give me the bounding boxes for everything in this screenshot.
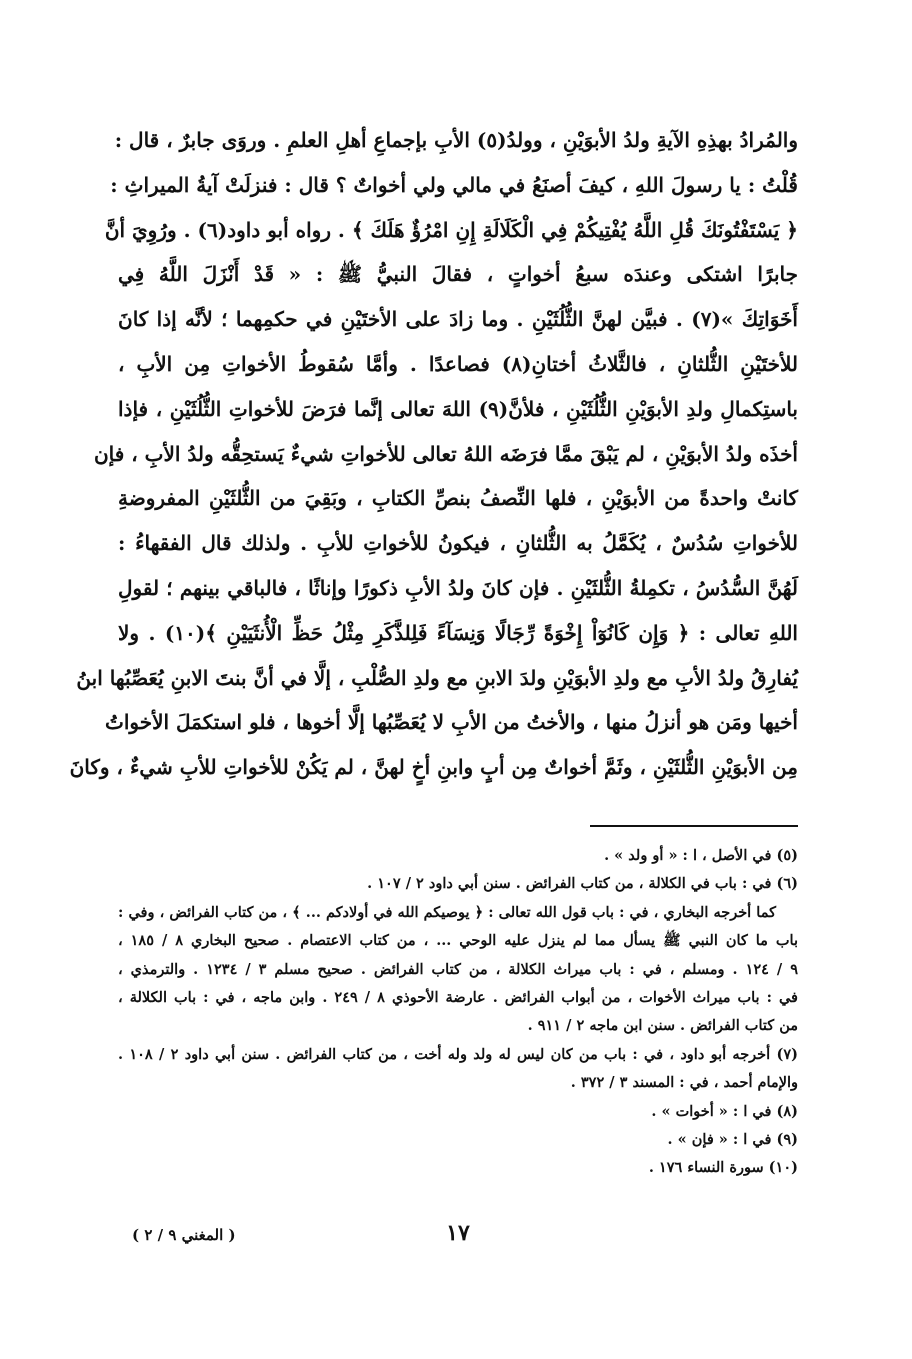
text-line: للأختَيْنِ الثُّلثانِ ، فالثَّلاثُ أختانِ(٨) فصاعدًا . وأمَّا سُقوطُ الأخواتِ مِن الأبِ ،	[118, 351, 798, 376]
footnote-9: (٩) في ا : « فإن » .	[667, 1130, 798, 1148]
footnote-6-continuation: كما أخرجه البخاري ، في : باب قول الله تعالى : ﴿ يوصيكم الله في أولادكم ... ﴾ ، من كتاب الفرائض ، وفي :	[118, 903, 776, 921]
footnotes	[118, 842, 798, 1183]
footnote-7: (٧) أخرجه أبو داود ، في : باب من كان ليس له ولد وله أخت ، من كتاب الفرائض . سنن أبي داود ٢ / ١٠٨ .	[118, 1045, 798, 1063]
text-line: باستِكمالِ ولدِ الأبوَيْنِ الثُّلُثَيْنِ ، فلأنَّ(٩) اللهَ تعالى إنَّما فرَضَ للأخواتِ الثُّلُثَيْنِ ، فإذا	[118, 396, 798, 421]
page-number: ١٧	[446, 1220, 470, 1246]
footnote-7-continuation: والإمام أحمد ، في : المسند ٣ / ٣٧٢ .	[570, 1074, 798, 1092]
footnote-10: (١٠) سورة النساء ١٧٦ .	[648, 1159, 798, 1177]
text-line: قُلْتُ : يا رسولَ اللهِ ، كيفَ أصنَعُ في مالي ولي أخواتٌ ؟ قال : فنزلَتْ آيةُ الميراثِ :	[110, 172, 798, 197]
text-line: اللهِ تعالى : ﴿ وَإِن كَانُوٓاْ إِخْوَةً رِّجَالًا وَنِسَآءً فَلِلذَّكَرِ مِثْلُ حَظِّ الْأُنثَيَيْنِ ﴾(١٠) . ولا	[118, 620, 798, 645]
footnote-5: (٥) في الأصل ، ا : « أو ولد » .	[604, 847, 798, 864]
footnote-separator	[590, 825, 798, 827]
text-line: لَهُنَّ السُّدُسُ ، تكمِلةُ الثُّلثَيْنِ . فإن كانَ ولدُ الأبِ ذكورًا وإناثًا ، فالباقي بينهم ؛ لقولِ	[118, 575, 798, 600]
text-line: للأخواتِ سُدُسٌ ، يُكَمَّلُ به الثُّلثانِ ، فيكونُ للأخواتِ للأبِ . ولذلك قال الفقهاءُ :	[118, 531, 798, 556]
footnote-6-continuation: باب ما كان النبي ﷺ يسأل مما لم ينزل عليه الوحي ... ، من كتاب الاعتصام . صحيح البخاري ٨ / ١٨٥ ،	[118, 932, 798, 950]
text-line: يُفارِقُ ولدُ الأبِ مع ولدِ الأبوَيْنِ ولدَ الابنِ مع ولدِ الصُّلْبِ ، إلَّا في أنَّ بنتَ الابنِ يُعَصِّبُها ابنُ	[76, 665, 798, 690]
text-line: أَخَوَاتِكَ »(٧) . فبيَّن لهنَّ الثُّلُثَيْنِ . وما زادَ على الأختَيْنِ في حكمِهما ؛ لأنَّه إذا كانَ	[118, 307, 798, 332]
text-line: كانتْ واحدةً من الأبوَيْنِ ، فلها النِّصفُ بنصِّ الكتابِ ، وبَقِيَ من الثُّلثَيْنِ المفروضةِ	[118, 486, 798, 511]
footnote-8: (٨) في ا : « أخوات » .	[651, 1102, 798, 1120]
text-line: مِن الأبوَيْنِ الثُّلثَيْنِ ، وثَمَّ أخواتٌ مِن أبٍ وابنِ أخٍ لهنَّ ، لم يَكُنْ للأخواتِ للأبِ شيءٌ ، وكانَ	[69, 755, 798, 780]
text-line: أخذَه ولدُ الأبوَيْنِ ، لم يَبْقَ ممَّا فرَضَه اللهُ تعالى للأخواتِ شيءٌ يَستحِقُّه ولدُ الأبِ ، فإن	[93, 441, 798, 466]
footnote-6: (٦) في : باب في الكلالة ، من كتاب الفرائض . سنن أبي داود ٢ / ١٠٧ .	[367, 875, 798, 893]
footnote-6-continuation: من كتاب الفرائض . سنن ابن ماجه ٢ / ٩١١ .	[527, 1017, 798, 1035]
text-line: والمُرادُ بهذِهِ الآيةِ ولدُ الأبوَيْنِ ، وولدُ(٥) الأبِ بإجماعِ أهلِ العلمِ . وروَى جابرٌ ، قال :	[114, 128, 798, 152]
main-text	[69, 118, 798, 790]
text-line: ﴿ يَسْتَفْتُونَكَ قُلِ اللَّهُ يُفْتِيكُمْ فِي الْكَلَالَةِ إِنِ امْرُؤٌ هَلَكَ ﴾ . رواه أبو داود(٦) . ورُوِيَ أنَّ	[104, 217, 798, 242]
page-footer	[118, 1216, 798, 1256]
text-line: جابرًا اشتكى وعندَه سبعُ أخواتٍ ، فقالَ النبيُّ ﷺ : « قَدْ أَنْزَلَ اللَّهُ فِي	[118, 262, 798, 287]
signature-mark: ( المغني ٩ / ٢ )	[132, 1226, 236, 1244]
footnote-6-continuation: في : باب ميراث الأخوات ، من أبواب الفرائض . عارضة الأحوذي ٨ / ٢٤٩ . وابن ماجه ، في : باب الكلالة ،	[118, 988, 798, 1006]
text-line: أخيها ومَن هو أنزلُ منها ، والأختُ من الأبِ لا يُعَصِّبُها إلَّا أخوها ، فلو استكمَلَ الأخواتُ	[105, 710, 798, 735]
footnote-6-continuation: ٩ / ١٢٤ . ومسلم ، في : باب ميراث الكلالة ، من كتاب الفرائض . صحيح مسلم ٣ / ١٢٣٤ . والترمذي ،	[118, 960, 798, 978]
